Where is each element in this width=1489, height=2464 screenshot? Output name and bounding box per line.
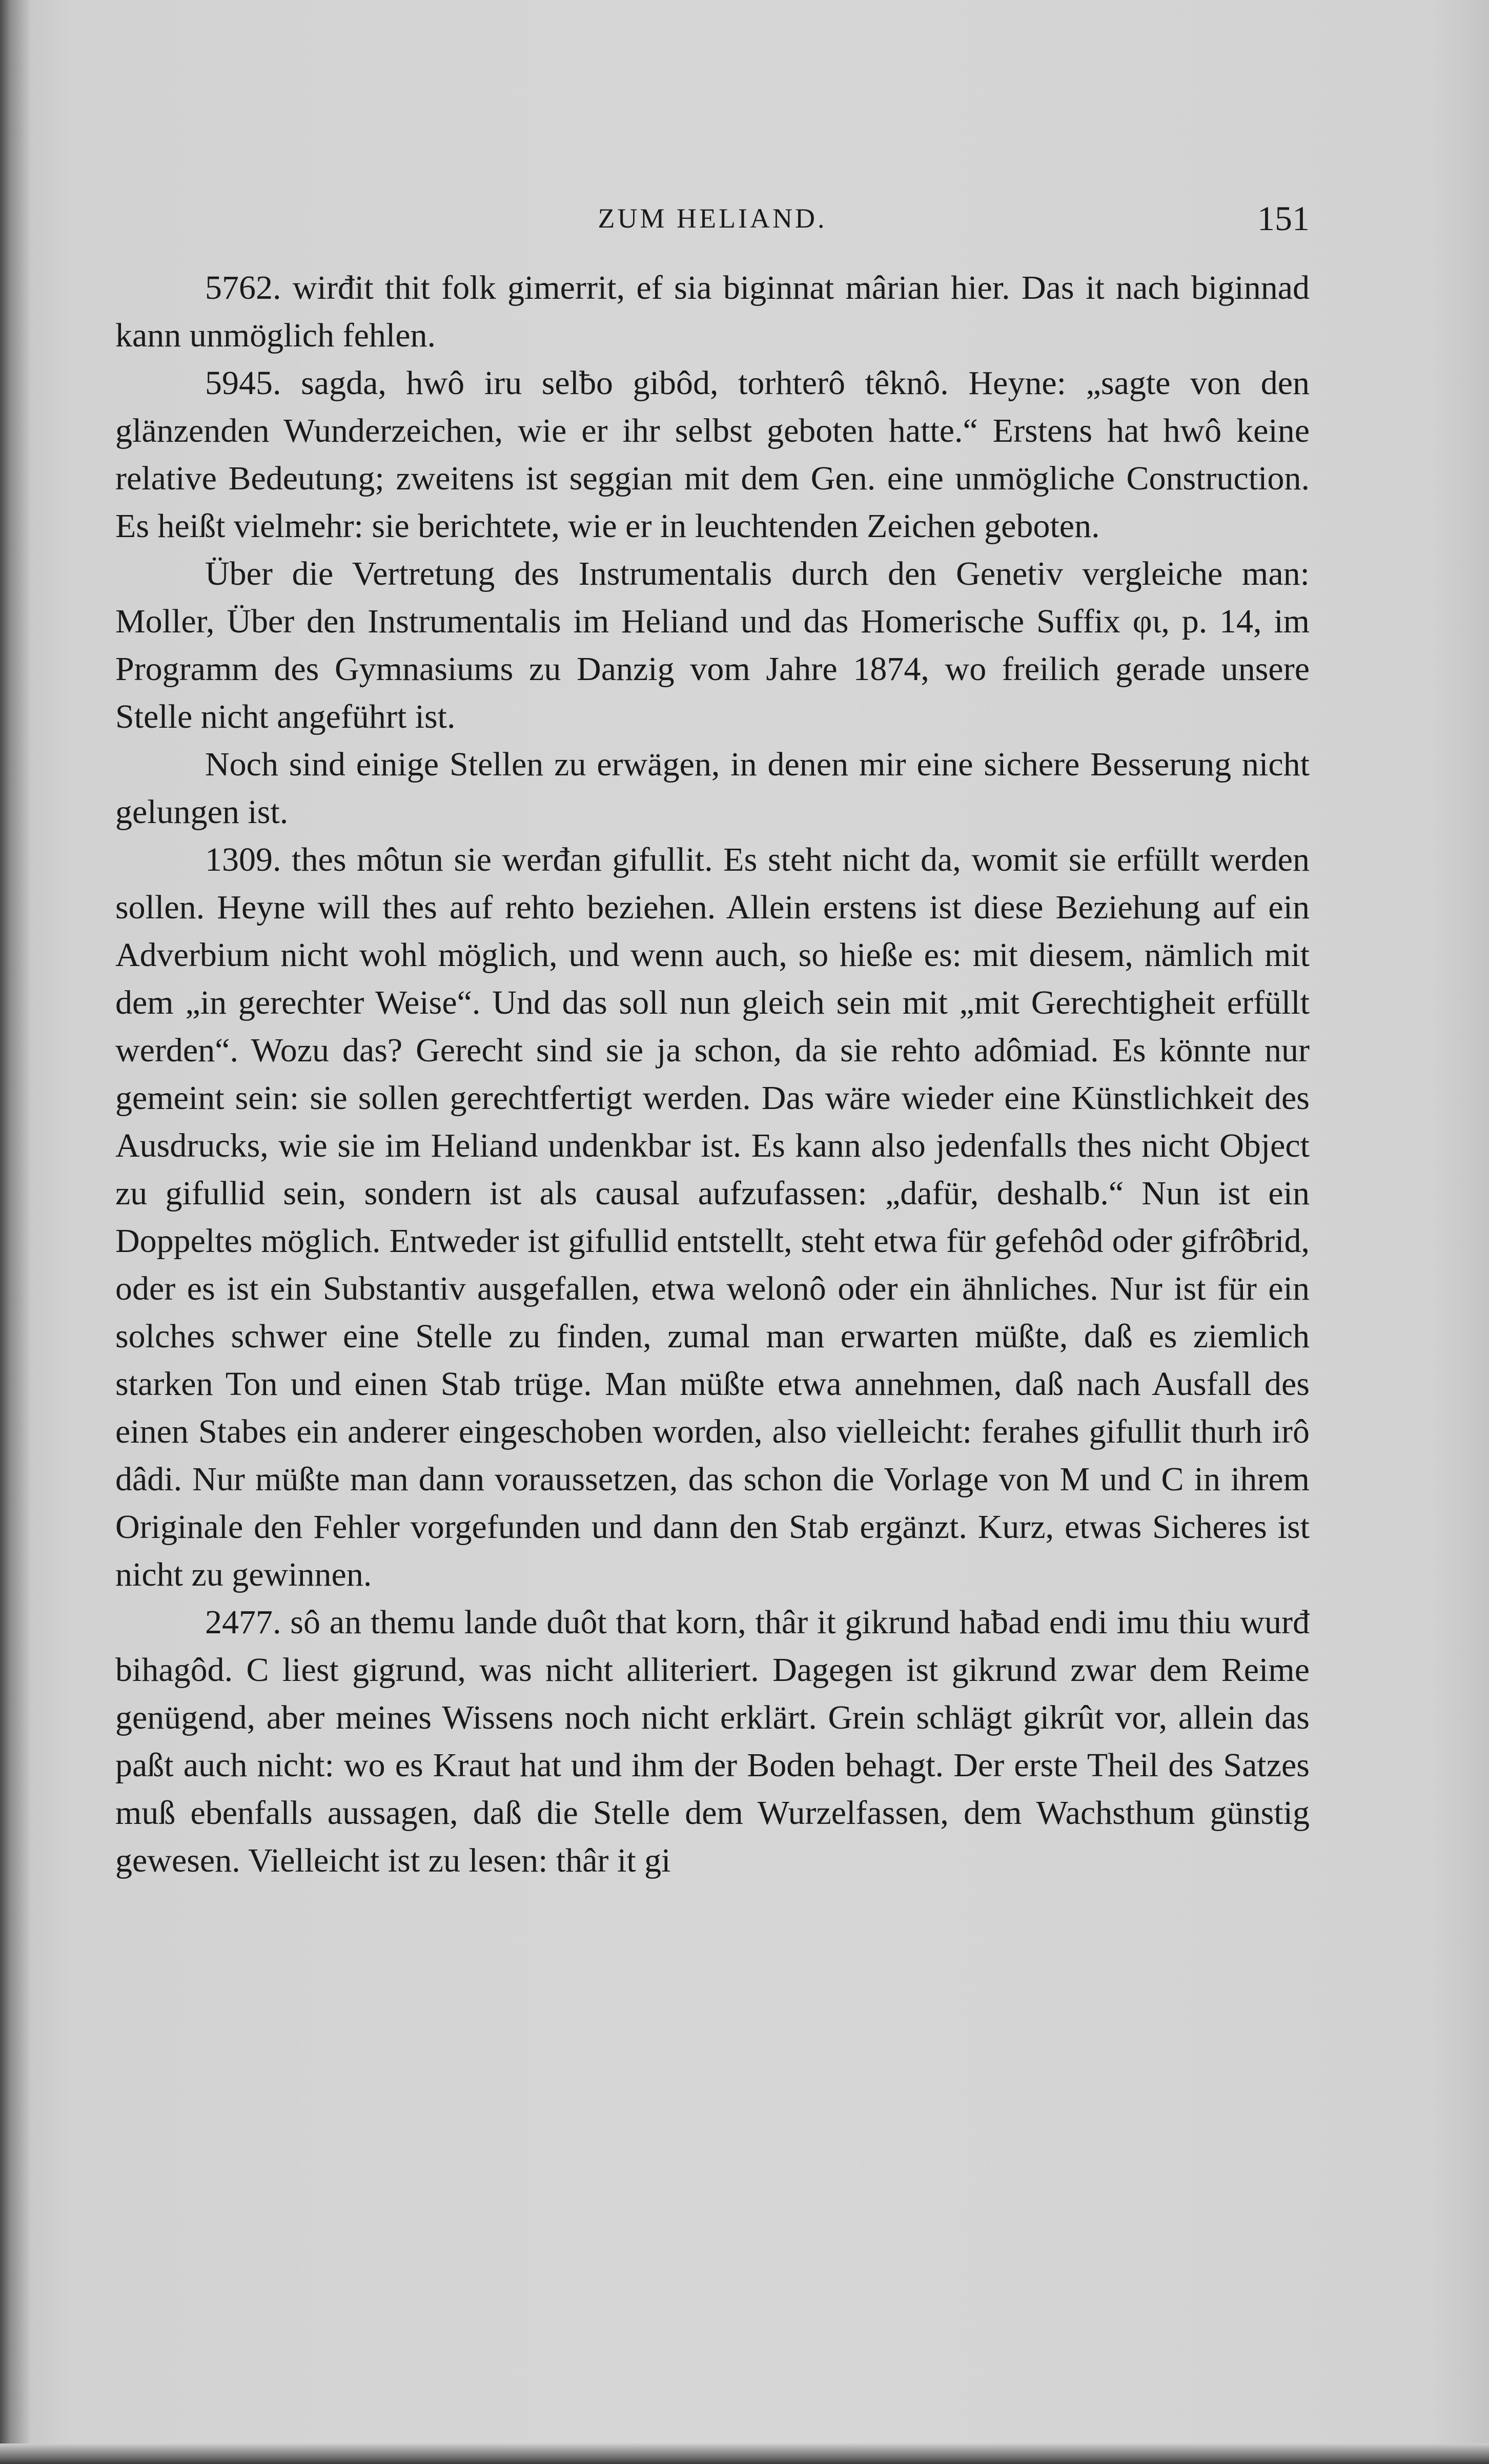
paragraph-einige-stellen: Noch sind einige Stellen zu erwägen, in denen mir eine sichere Besserung nicht gelungen ist. bbox=[115, 746, 1310, 831]
paragraph-2477: 2477. sô an themu lande duôt that korn, thâr it gikrund haƀad endi imu thiu wurđ bihagôd. C liest gigrund, was nicht alliteriert. Dagegen ist gikrund zwar dem Reime genügend, aber meines Wissens noch nicht erklärt. Grein schlägt gikrût vor, allein das paßt auch nicht: wo es Kraut hat und ihm der Boden behagt. Der erste Theil des Satzes muß ebenfalls aussagen, daß die Stelle dem Wurzelfassen, dem Wachsthum günstig gewesen. Vielleicht ist zu lesen: thâr it gi bbox=[115, 1604, 1310, 1879]
paragraph-1309: 1309. thes môtun sie werđan gifullit. Es steht nicht da, womit sie erfüllt werden sollen. Heyne will thes auf rehto beziehen. Allein erstens ist diese Beziehung auf ein Adverbium nicht wohl möglich, und wenn auch, so hieße es: mit diesem, nämlich mit dem „in gerechter Weise“. Und das soll nun gleich sein mit „mit Gerechtigheit erfüllt werden“. Wozu das? Gerecht sind sie ja schon, da sie rehto adômiad. Es könnte nur gemeint sein: sie sollen gerechtfertigt werden. Das wäre wieder eine Künstlichkeit des Ausdrucks, wie sie im Heliand undenkbar ist. Es kann also jedenfalls thes nicht Object zu gifullid sein, sondern ist als causal aufzufassen: „dafür, deshalb.“ Nun ist ein Doppeltes möglich. Entweder ist gifullid entstellt, steht etwa für gefehôd oder gifrôƀrid, oder es ist ein Substantiv ausgefallen, etwa welonô oder ein ähnliches. Nur ist für ein solches schwer eine Stelle zu finden, zumal man erwarten müßte, daß es ziemlich starken Ton und einen Stab trüge. Man müßte etwa annehmen, daß nach Ausfall des einen Stabes ein anderer eingeschoben worden, also vielleicht: ferahes gifullit thurh irô dâdi. Nur müßte man dann voraussetzen, das schon die Vorlage von M und C in ihrem Originale den Fehler vorgefunden und dann den Stab ergänzt. Kurz, etwas Sicheres ist nicht zu gewinnen. bbox=[115, 841, 1310, 1593]
paragraph-5945: 5945. sagda, hwô iru selƀo gibôd, torhterô têknô. Heyne: „sagte von den glänzenden Wunderzeichen, wie er ihr selbst geboten hatte.“ Erstens hat hwô keine relative Bedeutung; zweitens ist seggian mit dem Gen. eine unmögliche Construction. Es heißt vielmehr: sie berichtete, wie er in leuchtenden Zeichen geboten. bbox=[115, 364, 1310, 545]
paragraph-instrumentalis: Über die Vertretung des Instrumentalis durch den Genetiv vergleiche man: Moller, Über den Instrumentalis im Heliand und das Homerische Suffix φι, p. 14, im Programm des Gymnasiums zu Danzig vom Jahre 1874, wo freilich gerade unsere Stelle nicht angeführt ist. bbox=[115, 555, 1310, 735]
running-head bbox=[115, 199, 1310, 249]
body-text bbox=[115, 264, 1310, 1884]
paragraph-5762: 5762. wirđit thit folk gimerrit, ef sia biginnat mârian hier. Das it nach biginnad kann unmöglich fehlen. bbox=[115, 269, 1310, 354]
running-title: ZUM HELIAND. bbox=[598, 203, 827, 234]
page-number: 151 bbox=[1257, 199, 1310, 238]
